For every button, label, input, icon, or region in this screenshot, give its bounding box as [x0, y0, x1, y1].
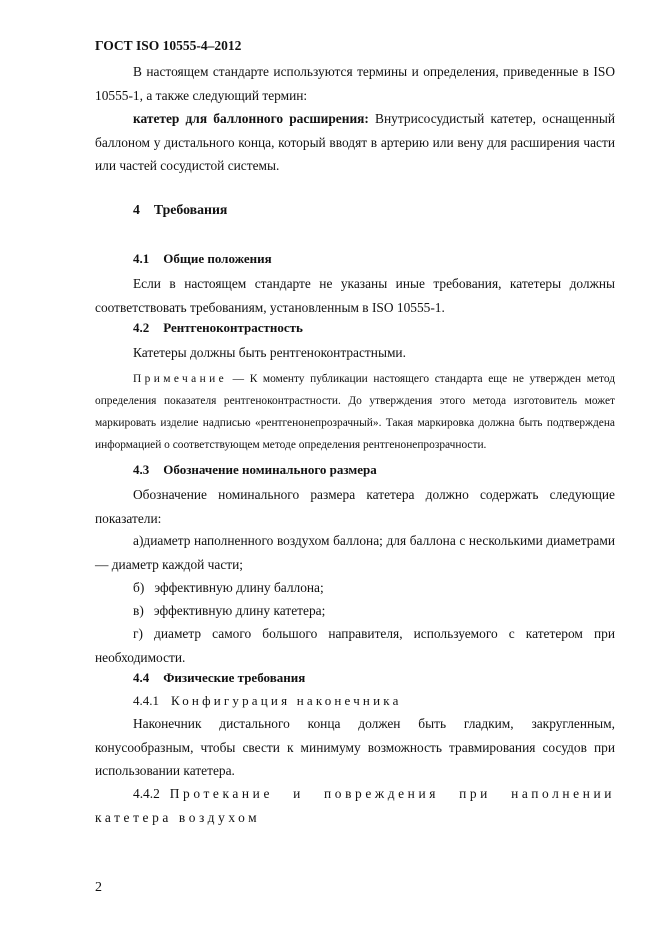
section-number: 4.3	[133, 462, 150, 477]
section-4-1-text: Если в настоящем стандарте не указаны иные требования, катетеры должны соответствовать требованиям, установленным в ISO 10555-1.	[95, 276, 615, 315]
list-item-a: а)диаметр наполненного воздухом баллона; для баллона с несколькими диаметрами — диаметр каждой части;	[95, 533, 615, 572]
section-title: Обозначение номинального размера	[163, 462, 377, 477]
section-4-4-heading	[133, 670, 305, 686]
section-number: 4.4	[133, 670, 150, 685]
section-4-1-heading	[133, 251, 272, 267]
note-text: — К моменту публикации настоящего стандарта еще не утвержден метод определения показателя рентгеноконтрастности. До утверждения этого метода изготовитель может маркировать изделие надписью «рентгенонепрозрачный». Такая маркировка должна быть подтверждена информацией о соответствующем методе определения рентгенонепрозрачности.	[95, 373, 615, 451]
term-name: катетер для баллонного расширения:	[133, 111, 369, 126]
section-4-4-2-heading	[95, 782, 615, 829]
section-number: 4.4.1	[133, 693, 159, 708]
section-title: Конфигурация наконечника	[171, 693, 402, 708]
section-number: 4	[133, 202, 140, 217]
section-4-3-heading	[133, 462, 377, 478]
section-4-4-1-text: Наконечник дистального конца должен быть гладким, закругленным, конусообразным, чтобы свести к минимуму возможность травмирования сосудов при использовании катетера.	[95, 716, 615, 778]
section-title: Рентгеноконтрастность	[163, 320, 303, 335]
note-label: Примечание	[133, 373, 228, 385]
section-title: Общие положения	[163, 251, 272, 266]
section-title: Требования	[153, 202, 228, 217]
intro-paragraph: В настоящем стандарте используются термины и определения, приведенные в ISO 10555-1, а также следующий термин:	[95, 64, 615, 103]
standard-header: ГОСТ ISO 10555-4–2012	[95, 38, 242, 53]
section-4-4-1-heading	[133, 693, 402, 709]
list-item-b: б) эффективную длину баллона;	[133, 580, 324, 595]
term-text: Внутрисосудистый катетер, оснащенный баллоном у дистального конца, который вводят в артерию или вену для расширения части или частей сосудистой системы.	[95, 111, 615, 173]
section-4-3-text: Обозначение номинального размера катетера должно содержать следующие показатели:	[95, 487, 615, 526]
term-definition	[95, 107, 615, 178]
section-4-heading	[133, 202, 227, 218]
section-4-2-heading	[133, 320, 303, 336]
list-item-c: в) эффективную длину катетера;	[133, 603, 326, 618]
note-block	[95, 368, 615, 456]
section-number: 4.4.2	[133, 786, 160, 801]
section-title: Протекание и повреждения при наполнении катетера воздухом	[95, 786, 615, 825]
section-number: 4.2	[133, 320, 150, 335]
list-item-d: г) диаметр самого большого направителя, используемого с катетером при необходимости.	[95, 626, 615, 665]
section-4-2-text: Катетеры должны быть рентгеноконтрастными.	[133, 345, 406, 360]
page-number: 2	[95, 880, 102, 895]
section-number: 4.1	[133, 251, 150, 266]
section-title: Физические требования	[163, 670, 306, 685]
